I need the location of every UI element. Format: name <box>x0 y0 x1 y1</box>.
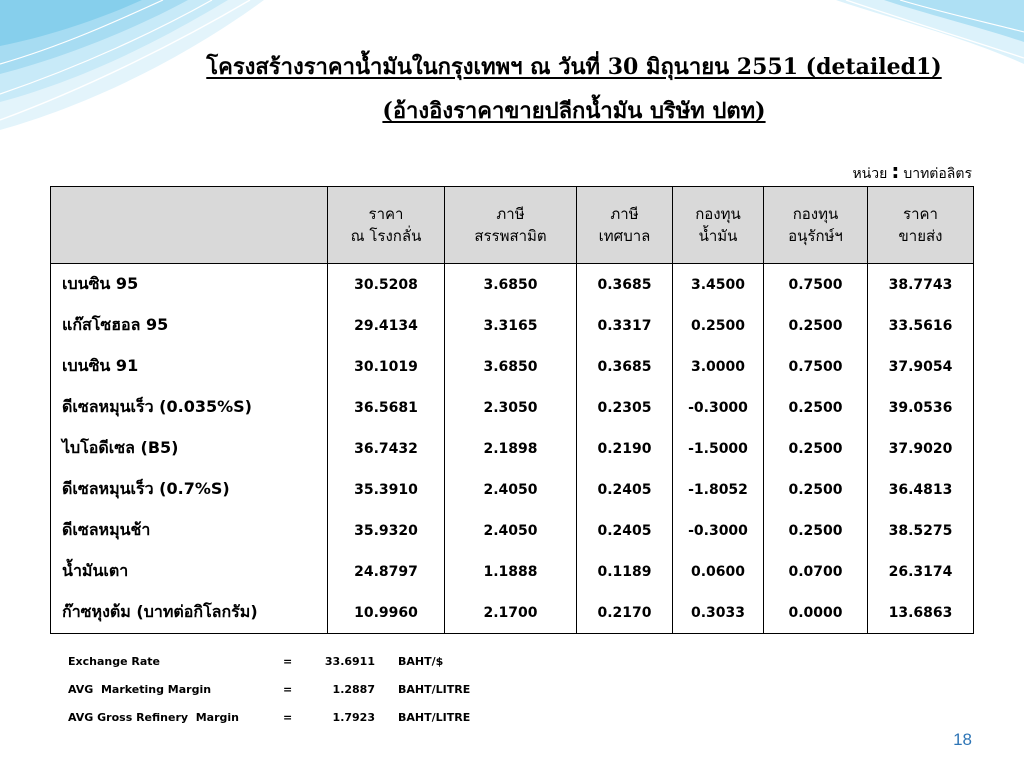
cell-oil-fund: -0.3000 <box>673 387 764 428</box>
cell-oil-fund: 0.2500 <box>673 305 764 346</box>
product-name: ก๊าซหุงต้ม (บาทต่อกิโลกรัม) <box>51 592 328 634</box>
cell-conservation-fund: 0.2500 <box>764 469 868 510</box>
product-name: น้ำมันเตา <box>51 551 328 592</box>
cell-oil-fund: 3.0000 <box>673 346 764 387</box>
header-line: ราคา <box>368 205 404 223</box>
slide-title-text: โครงสร้างราคาน้ำมันในกรุงเทพฯ ณ วันที่ 30 มิถุนายน 2551 (detailed1) <box>206 54 942 80</box>
unit-colon: : <box>891 159 900 183</box>
header-line: ราคา <box>903 205 938 223</box>
header-excise-tax <box>445 187 577 264</box>
cell-wholesale-price: 37.9020 <box>868 428 974 469</box>
oil-price-structure-table <box>50 186 974 634</box>
table-row <box>51 305 974 346</box>
header-line: ภาษี <box>610 205 639 223</box>
cell-refinery-price: 35.3910 <box>328 469 445 510</box>
header-line: สรรพสามิต <box>474 227 547 245</box>
cell-municipal-tax: 0.2405 <box>577 469 673 510</box>
footer-unit: BAHT/LITRE <box>398 711 471 724</box>
header-line: กองทุน <box>695 205 741 223</box>
cell-conservation-fund: 0.2500 <box>764 428 868 469</box>
cell-excise-tax: 1.1888 <box>445 551 577 592</box>
cell-oil-fund: -1.5000 <box>673 428 764 469</box>
slide-subtitle-text: (อ้างอิงราคาขายปลีกน้ำมัน บริษัท ปตท) <box>382 98 766 124</box>
cell-refinery-price: 36.7432 <box>328 428 445 469</box>
cell-refinery-price: 35.9320 <box>328 510 445 551</box>
cell-municipal-tax: 0.3685 <box>577 264 673 306</box>
cell-excise-tax: 2.1700 <box>445 592 577 634</box>
footer-value: 1.7923 <box>332 711 375 724</box>
cell-refinery-price: 29.4134 <box>328 305 445 346</box>
cell-excise-tax: 3.6850 <box>445 346 577 387</box>
header-line: อนุรักษ์ฯ <box>788 227 843 245</box>
table-row <box>51 387 974 428</box>
cell-excise-tax: 2.3050 <box>445 387 577 428</box>
footer-value: 1.2887 <box>332 683 375 696</box>
footer-value: 33.6911 <box>324 655 375 668</box>
table-row <box>51 346 974 387</box>
cell-excise-tax: 3.6850 <box>445 264 577 306</box>
cell-conservation-fund: 0.7500 <box>764 264 868 306</box>
cell-oil-fund: -0.3000 <box>673 510 764 551</box>
table-row <box>51 592 974 634</box>
product-name: ดีเซลหมุนเร็ว (0.035%S) <box>51 387 328 428</box>
slide-subtitle <box>124 97 1024 125</box>
header-line: เทศบาล <box>598 227 651 245</box>
cell-municipal-tax: 0.3685 <box>577 346 673 387</box>
cell-refinery-price: 36.5681 <box>328 387 445 428</box>
table-row <box>51 469 974 510</box>
cell-oil-fund: 3.4500 <box>673 264 764 306</box>
header-line: ภาษี <box>496 205 525 223</box>
cell-conservation-fund: 0.0000 <box>764 592 868 634</box>
header-line: น้ำมัน <box>698 227 738 245</box>
cell-wholesale-price: 26.3174 <box>868 551 974 592</box>
header-line: ณ โรงกลั่น <box>350 227 422 245</box>
product-name: แก๊สโซฮอล 95 <box>51 305 328 346</box>
cell-excise-tax: 2.4050 <box>445 469 577 510</box>
cell-municipal-tax: 0.2170 <box>577 592 673 634</box>
cell-wholesale-price: 33.5616 <box>868 305 974 346</box>
header-wholesale-price <box>868 187 974 264</box>
cell-wholesale-price: 38.5275 <box>868 510 974 551</box>
page-number: 18 <box>953 730 972 749</box>
header-oil-fund <box>673 187 764 264</box>
cell-refinery-price: 10.9960 <box>328 592 445 634</box>
table-row <box>51 510 974 551</box>
header-municipal-tax <box>577 187 673 264</box>
cell-wholesale-price: 38.7743 <box>868 264 974 306</box>
cell-refinery-price: 24.8797 <box>328 551 445 592</box>
cell-municipal-tax: 0.3317 <box>577 305 673 346</box>
footer-equals: = <box>283 711 293 724</box>
footer-label: Exchange Rate <box>68 655 160 668</box>
header-conservation-fund <box>764 187 868 264</box>
cell-conservation-fund: 0.0700 <box>764 551 868 592</box>
table-header-row <box>51 187 974 264</box>
product-name: ดีเซลหมุนช้า <box>51 510 328 551</box>
cell-municipal-tax: 0.2190 <box>577 428 673 469</box>
cell-excise-tax: 3.3165 <box>445 305 577 346</box>
cell-excise-tax: 2.1898 <box>445 428 577 469</box>
table-row <box>51 428 974 469</box>
cell-oil-fund: 0.0600 <box>673 551 764 592</box>
product-name: เบนซิน 95 <box>51 264 328 306</box>
cell-conservation-fund: 0.2500 <box>764 510 868 551</box>
cell-conservation-fund: 0.2500 <box>764 305 868 346</box>
product-name: เบนซิน 91 <box>51 346 328 387</box>
footer-marketing-margin <box>0 682 520 698</box>
slide-title <box>124 53 1024 81</box>
cell-wholesale-price: 39.0536 <box>868 387 974 428</box>
footer-label: AVG Marketing Margin <box>68 683 212 696</box>
cell-wholesale-price: 36.4813 <box>868 469 974 510</box>
cell-oil-fund: 0.3033 <box>673 592 764 634</box>
product-name: ไบโอดีเซล (B5) <box>51 428 328 469</box>
header-refinery-price <box>328 187 445 264</box>
footer-exchange-rate <box>0 654 520 670</box>
cell-conservation-fund: 0.2500 <box>764 387 868 428</box>
cell-wholesale-price: 37.9054 <box>868 346 974 387</box>
unit-label: หน่วย <box>852 166 888 182</box>
header-line: ขายส่ง <box>898 227 943 245</box>
cell-municipal-tax: 0.1189 <box>577 551 673 592</box>
header-line: กองทุน <box>792 205 839 223</box>
cell-oil-fund: -1.8052 <box>673 469 764 510</box>
footer-unit: BAHT/$ <box>398 655 444 668</box>
footer-refinery-margin <box>0 710 520 726</box>
footer-equals: = <box>283 655 293 668</box>
unit-note <box>852 158 972 187</box>
cell-refinery-price: 30.5208 <box>328 264 445 306</box>
cell-excise-tax: 2.4050 <box>445 510 577 551</box>
cell-municipal-tax: 0.2405 <box>577 510 673 551</box>
product-name: ดีเซลหมุนเร็ว (0.7%S) <box>51 469 328 510</box>
footer-label: AVG Gross Refinery Margin <box>68 711 239 724</box>
unit-value: บาทต่อลิตร <box>903 166 972 182</box>
header-corner-cell <box>51 187 328 264</box>
footer-unit: BAHT/LITRE <box>398 683 471 696</box>
cell-refinery-price: 30.1019 <box>328 346 445 387</box>
table-row <box>51 551 974 592</box>
footer-equals: = <box>283 683 293 696</box>
table-row <box>51 264 974 306</box>
cell-municipal-tax: 0.2305 <box>577 387 673 428</box>
cell-wholesale-price: 13.6863 <box>868 592 974 634</box>
cell-conservation-fund: 0.7500 <box>764 346 868 387</box>
